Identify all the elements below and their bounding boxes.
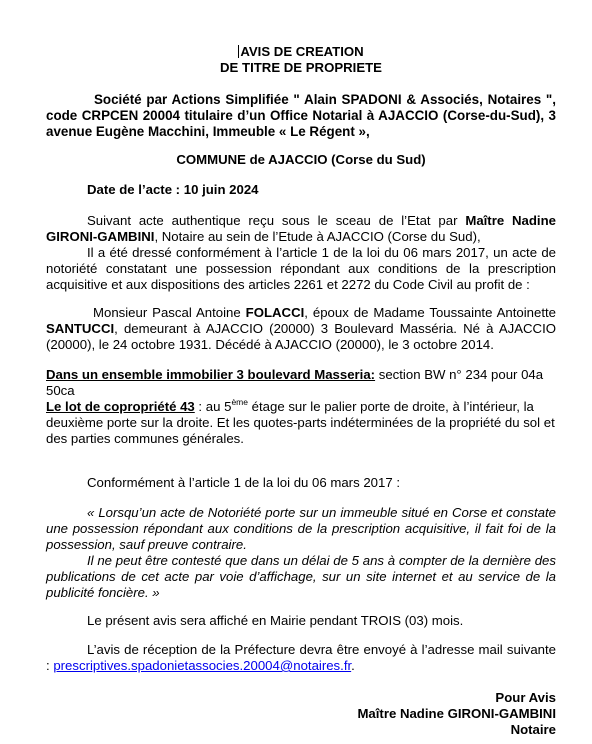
lot-paragraph [46,399,556,447]
signature-line-3: Notaire [510,722,556,737]
citation-paragraph-1: « Lorsqu’un acte de Notoriété porte sur un immeuble situé en Corse et constate une possession répondant aux conditions de la prescription acquisitive, il fait foi de la possession, sauf preuve contraire. [46,505,556,552]
acte-notaire: Maître Nadine GIRONI-GAMBINI [46,213,556,244]
reception-end: . [351,658,355,673]
lot-superscript: ème [231,397,248,407]
lot-label: Le lot de copropriété 43 [46,399,195,414]
reception-text: L’avis de réception de la Préfecture devra être envoyé à l’adresse mail suivante : [46,642,556,673]
title-line-2: DE TITRE DE PROPRIETE [220,60,382,75]
beneficiaire-epouse: SANTUCCI [46,321,115,336]
conformement-line: Conformément à l’article 1 de la loi du 06 mars 2017 : [87,475,400,490]
immeuble-label: Dans un ensemble immobilier 3 boulevard Masseria: [46,367,376,382]
beneficiaire-paragraph [46,305,556,353]
title-line-1 [46,44,556,60]
acte-paragraph-2: Il a été dressé conformément à l’article 1 de la loi du 06 mars 2017, un acte de notoriété constatant une possession répondant aux conditions de la prescription acquisitive et aux dispositions des articles 2261 et 2272 du Code Civil au profit de : [46,245,556,292]
acte-paragraph-1 [46,213,556,245]
beneficiaire-text-3: , demeurant à AJACCIO (20000) 3 Boulevard Masséria. Né à AJACCIO (20000), le 24 octobre 1931. Décédé à AJACCIO (20000), le 3 octobre 2014. [46,321,556,352]
commune-heading: COMMUNE de AJACCIO (Corse du Sud) [176,152,426,167]
affichage-line: Le présent avis sera affiché en Mairie pendant TROIS (03) mois. [87,613,464,628]
beneficiaire-text-1: Monsieur Pascal Antoine [93,305,246,320]
document-title [46,44,556,76]
signature-line-1: Pour Avis [495,690,556,705]
signature-line-2: Maître Nadine GIRONI-GAMBINI [357,706,556,721]
acte-text-1: Suivant acte authentique reçu sous le sceau de l’Etat par [87,213,466,228]
intro-paragraph: Société par Actions Simplifiée " Alain SPADONI & Associés, Notaires ", code CRPCEN 20004 titulaire d’un Office Notarial à AJACCIO (Corse-du-Sud), 3 avenue Eugène Macchini, Immeuble « Le Régent », [46,92,556,139]
beneficiaire-text-2: , époux de Madame Toussainte Antoinette [304,305,557,320]
lot-text-1: : au 5 [194,399,232,414]
acte-text-2: , Notaire au sein de l’Etude à AJACCIO (Corse du Sud), [154,229,481,244]
date-acte: Date de l’acte : 10 juin 2024 [87,182,259,197]
title-line-1-text: AVIS DE CREATION [240,44,364,59]
immeuble-paragraph [46,367,546,399]
immeuble-detail: section BW n° 234 pour 04a 50ca [46,367,544,398]
email-link[interactable]: prescriptives.spadonietassocies.20004@notaires.fr [53,658,352,673]
reception-paragraph [46,642,556,674]
signature-block [46,690,556,738]
lot-text-2: étage sur le palier porte de droite, à l’intérieur, la deuxième porte sur la droite. Et les quotes-parts indéterminées de la propriété du sol et des parties communes générales. [46,399,555,446]
citation-paragraph-2: Il ne peut être contesté que dans un délai de 5 ans à compter de la dernière des publications de cet acte par voie d’affichage, sur un site internet et au service de la publicité foncière. » [46,553,556,600]
beneficiaire-nom: FOLACCI [245,305,305,320]
